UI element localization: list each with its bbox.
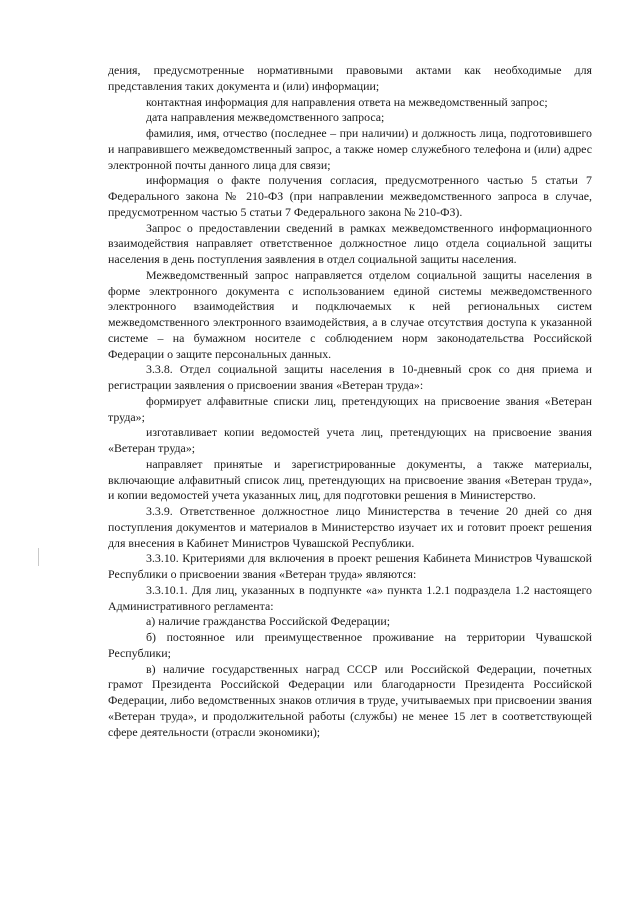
paragraph-3-3-9: 3.3.9. Ответственное должностное лицо Министерства в течение 20 дней со дня поступления документов и материалов в Министерство изучает их и готовит проект решения для внесения в Кабинет Министров Чувашской Республики.	[108, 504, 592, 550]
paragraph-3-3-10-1: 3.3.10.1. Для лиц, указанных в подпункте «а» пункта 1.2.1 подраздела 1.2 настоящего Административного регламента:	[108, 582, 592, 613]
paragraph-contact-info: контактная информация для направления ответа на межведомственный запрос;	[146, 94, 548, 109]
paragraph-item-b: б) постоянное или преимущественное проживание на территории Чувашской Республики;	[108, 630, 592, 660]
document-body	[108, 63, 592, 740]
paragraph-request-sender: Запрос о предоставлении сведений в рамках межведомственного информационного взаимодействия направляет ответственное должностное лицо отдела социальной защиты населения в день поступления заявления в отдел социальной защиты населения.	[108, 220, 592, 266]
paragraph-ledger-copies: изготавливает копии ведомостей учета лиц, претендующих на присвоение звания «Ветеран труда»;	[108, 425, 592, 455]
paragraph-consent-info: информация о факте получения согласия, предусмотренного частью 5 статьи 7 Федерального закона № 210-ФЗ (при направлении межведомственного запроса в случае, предусмотренном частью 5 статьи 7 Федерального закона № 210-ФЗ).	[108, 173, 592, 219]
paragraph-continuation: дения, предусмотренные нормативными правовыми актами как необходимые для представления таких документа и (или) информации;	[108, 63, 592, 93]
paragraph-3-3-10: 3.3.10. Критериями для включения в проект решения Кабинета Министров Чувашской Республики о присвоении звания «Ветеран труда» являются:	[108, 551, 592, 581]
paragraph-3-3-8: 3.3.8. Отдел социальной защиты населения в 10-дневный срок со дня приема и регистрации заявления о присвоении звания «Ветеран труда»:	[108, 362, 592, 392]
paragraph-request-date: дата направления межведомственного запроса;	[146, 110, 385, 125]
paragraph-item-v: в) наличие государственных наград СССР или Российской Федерации, почетных грамот Президента Российской Федерации или благодарности Президента Российской Федерации, либо ведомственных знаков отличия в труде, учитываемых при присвоении звания «Ветеран труда», и продолжительной работы (службы) не менее 15 лет в соответствующей сфере деятельности (отрасли экономики);	[108, 661, 592, 739]
paragraph-send-documents: направляет принятые и зарегистрированные документы, а также материалы, включающие алфавитный список лиц, претендующих на присвоение звания «Ветеран труда», и копии ведомостей учета указанных лиц, для подготовки решения в Министерство.	[108, 456, 592, 503]
paragraph-official-name: фамилия, имя, отчество (последнее – при наличии) и должность лица, подготовившего и направившего межведомственный запрос, а также номер служебного телефона и (или) адрес электронной почты данного лица для связи;	[108, 126, 592, 172]
paragraph-alphabetic-lists: формирует алфавитные списки лиц, претендующих на присвоение звания «Ветеран труда»;	[108, 393, 592, 424]
paragraph-electronic-request: Межведомственный запрос направляется отделом социальной защиты населения в форме электронного документа с использованием единой системы межведомственного электронного взаимодействия и подключаемых к ней региональных систем межведомственного электронного взаимодействия, а в случае отсутствия доступа к указанной системе – на бумажном носителе с соблюдением норм законодательства Российской Федерации о защите персональных данных.	[108, 267, 592, 361]
scan-artifact-line	[38, 548, 39, 566]
paragraph-item-a: а) наличие гражданства Российской Федерации;	[146, 614, 391, 629]
